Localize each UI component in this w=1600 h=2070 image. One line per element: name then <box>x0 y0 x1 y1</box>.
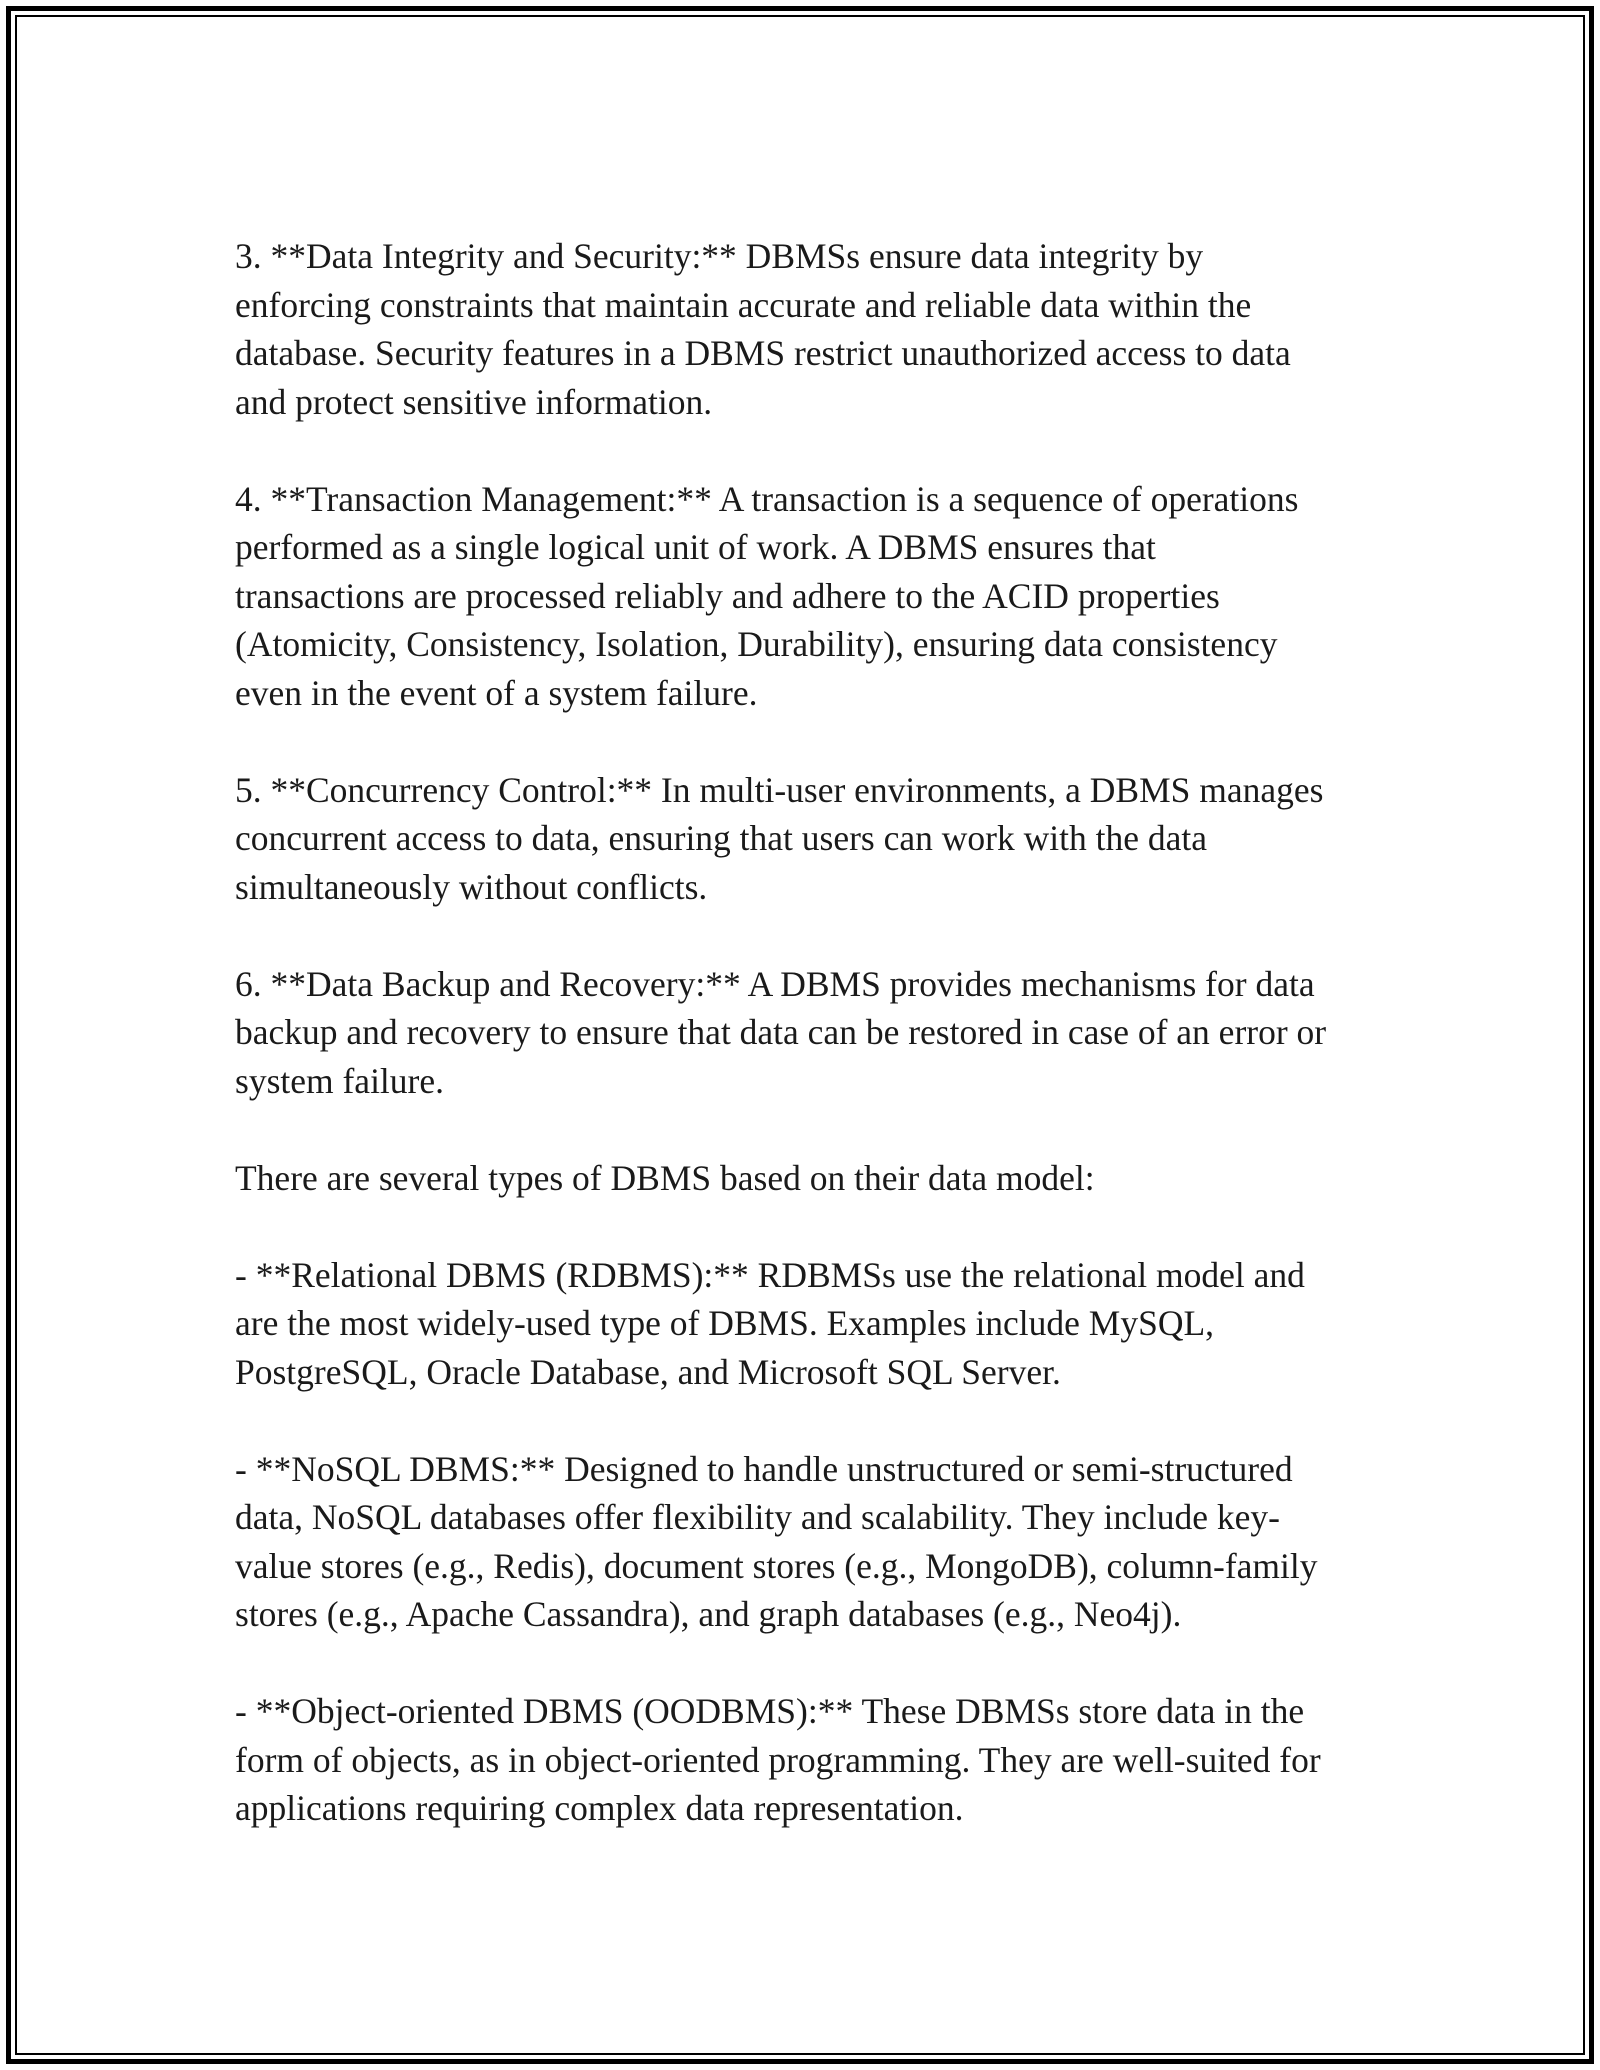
paragraph-object-oriented-dbms: - **Object-oriented DBMS (OODBMS):** These DBMSs store data in the form of objects, as in object-oriented programming. They are well-suited for applications requiring complex data representation. <box>235 1691 1321 1828</box>
document-body <box>235 232 1380 1833</box>
paragraph-dbms-types-intro: There are several types of DBMS based on their data model: <box>235 1157 1095 1198</box>
paragraph-concurrency-control: 5. **Concurrency Control:** In multi-user environments, a DBMS manages concurrent access to data, ensuring that users can work with the data simultaneously without conflicts. <box>235 769 1324 907</box>
paragraph-nosql-dbms: - **NoSQL DBMS:** Designed to handle unstructured or semi-structured data, NoSQL databases offer flexibility and scalability. They include key- value stores (e.g., Redis), document stores (e.g., MongoDB), column-family stores (e.g., Apache Cassandra), and graph databases (e.g., Neo4j). <box>235 1448 1318 1634</box>
paragraph-backup-recovery: 6. **Data Backup and Recovery:** A DBMS provides mechanisms for data backup and recovery to ensure that data can be restored in case of an error or system failure. <box>235 963 1327 1101</box>
paragraph-transaction-management: 4. **Transaction Management:** A transaction is a sequence of operations performed as a single logical unit of work. A DBMS ensures that transactions are processed reliably and adhere to the ACID properties (Atomicity, Consistency, Isolation, Durability), ensuring data consistency even in the event of a system failure. <box>235 478 1299 713</box>
paragraph-data-integrity: 3. **Data Integrity and Security:** DBMSs ensure data integrity by enforcing constraints that maintain accurate and reliable data within the database. Security features in a DBMS restrict unauthorized access to data and protect sensitive information. <box>235 236 1291 422</box>
paragraph-relational-dbms: - **Relational DBMS (RDBMS):** RDBMSs use the relational model and are the most widely-used type of DBMS. Examples include MySQL, PostgreSQL, Oracle Database, and Microsoft SQL Server. <box>235 1254 1305 1392</box>
